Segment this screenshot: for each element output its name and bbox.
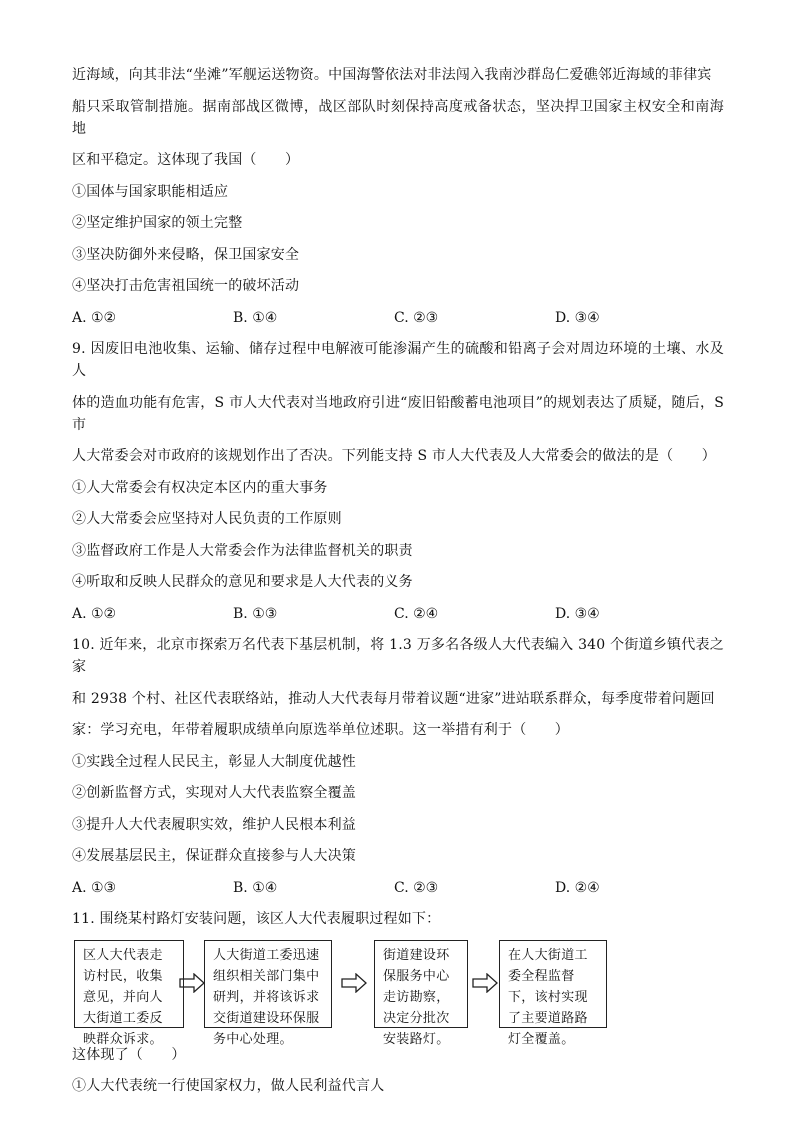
q10-item: ②创新监督方式，实现对人大代表监察全覆盖 <box>72 785 356 801</box>
q9-text-line: 人大常委会对市政府的该规划作出了否决。下列能支持 S 市人大代表及人大常委会的做法的是（ ） <box>72 448 716 464</box>
process-flowchart <box>72 940 724 1047</box>
q10-item: ①实践全过程人民民主，彰显人大制度优越性 <box>72 753 356 770</box>
question-11 <box>72 908 724 1097</box>
q11-item: ①人大代表统一行使国家权力，做人民利益代言人 <box>72 1078 385 1094</box>
option-b: B. ①④ <box>233 879 278 896</box>
q9-item: ②人大常委会应坚持对人民负责的工作原则 <box>72 511 342 527</box>
right-arrow-icon <box>179 973 205 993</box>
q9-item: ④听取和反映人民群众的意见和要求是人大代表的义务 <box>72 574 413 590</box>
option-c: C. ②③ <box>394 879 439 896</box>
right-arrow-icon <box>472 973 498 993</box>
q11-question: 这体现了（ ） <box>72 1046 186 1063</box>
flow-step-2: 人大街道工委迅速组织相关部门集中研判，并将该诉求交街道建设环保服务中心处理。 <box>204 940 332 1028</box>
q9-options <box>72 603 724 625</box>
q10-options <box>72 877 724 899</box>
q9-text-line: 体的造血功能有危害，S 市人大代表对当地政府引进“废旧铅酸蓄电池项目”的规划表达了质疑，随后，S 市 <box>72 394 724 433</box>
q11-stem: 11. 围绕某村路灯安装问题，该区人大代表履职过程如下： <box>72 911 441 927</box>
q10-text-line: 家：学习充电，年带着履职成绩单向原选举单位述职。这一举措有利于（ ） <box>72 722 569 738</box>
option-b: B. ①④ <box>233 309 278 326</box>
q9-item: ③监督政府工作是人大常委会作为法律监督机关的职责 <box>72 542 413 559</box>
option-d: D. ③④ <box>555 309 600 326</box>
q8-item: ②坚定维护国家的领土完整 <box>72 215 243 231</box>
question-8-continuation <box>72 64 724 329</box>
option-b: B. ①③ <box>233 605 278 622</box>
q9-item: ①人大常委会有权决定本区内的重大事务 <box>72 479 328 496</box>
option-d: D. ②④ <box>555 879 600 896</box>
question-9 <box>72 338 724 625</box>
option-a: A. ①② <box>72 605 117 622</box>
q8-text-line: 船只采取管制措施。据南部战区微博，战区部队时刻保持高度戒备状态，坚决捍卫国家主权安全和南海地 <box>72 98 724 137</box>
exam-page <box>72 64 724 1107</box>
q8-text-line: 近海域，向其非法“坐滩”军舰运送物资。中国海警依法对非法闯入我南沙群岛仁爱礁邻近海域的菲律宾 <box>72 67 712 83</box>
q8-options <box>72 307 724 329</box>
q10-item: ③提升人大代表履职实效，维护人民根本利益 <box>72 816 356 833</box>
q10-item: ④发展基层民主，保证群众直接参与人大决策 <box>72 848 356 864</box>
q8-text-line: 区和平稳定。这体现了我国（ ） <box>72 152 300 168</box>
flow-step-4: 在人大街道工委全程监督下，该村实现了主要道路路灯全覆盖。 <box>499 940 607 1028</box>
option-a: A. ①③ <box>72 879 117 896</box>
q8-item: ③坚决防御外来侵略，保卫国家安全 <box>72 246 300 263</box>
flow-step-1: 区人大代表走访村民，收集意见，并向人大街道工委反映群众诉求。 <box>74 940 184 1028</box>
question-10 <box>72 634 724 899</box>
flow-step-3: 街道建设环保服务中心走访勘察，决定分批次安装路灯。 <box>374 940 468 1028</box>
q10-text-line: 和 2938 个村、社区代表联络站，推动人大代表每月带着议题“进家”进站联系群众，每季度带着问题回 <box>72 690 715 707</box>
q8-item: ④坚决打击危害祖国统一的破坏活动 <box>72 278 300 294</box>
q10-text-line: 10. 近年来，北京市探索万名代表下基层机制，将 1.3 万多名各级人大代表编入 340 个街道乡镇代表之家 <box>72 637 724 675</box>
option-d: D. ③④ <box>555 605 600 622</box>
option-c: C. ②③ <box>394 309 439 326</box>
q8-item: ①国体与国家职能相适应 <box>72 183 229 200</box>
q9-text-line: 9. 因废旧电池收集、运输、储存过程中电解液可能渗漏产生的硫酸和铅离子会对周边环境的土壤、水及人 <box>72 341 724 379</box>
option-c: C. ②④ <box>394 605 439 622</box>
option-a: A. ①② <box>72 309 117 326</box>
right-arrow-icon <box>341 973 367 993</box>
